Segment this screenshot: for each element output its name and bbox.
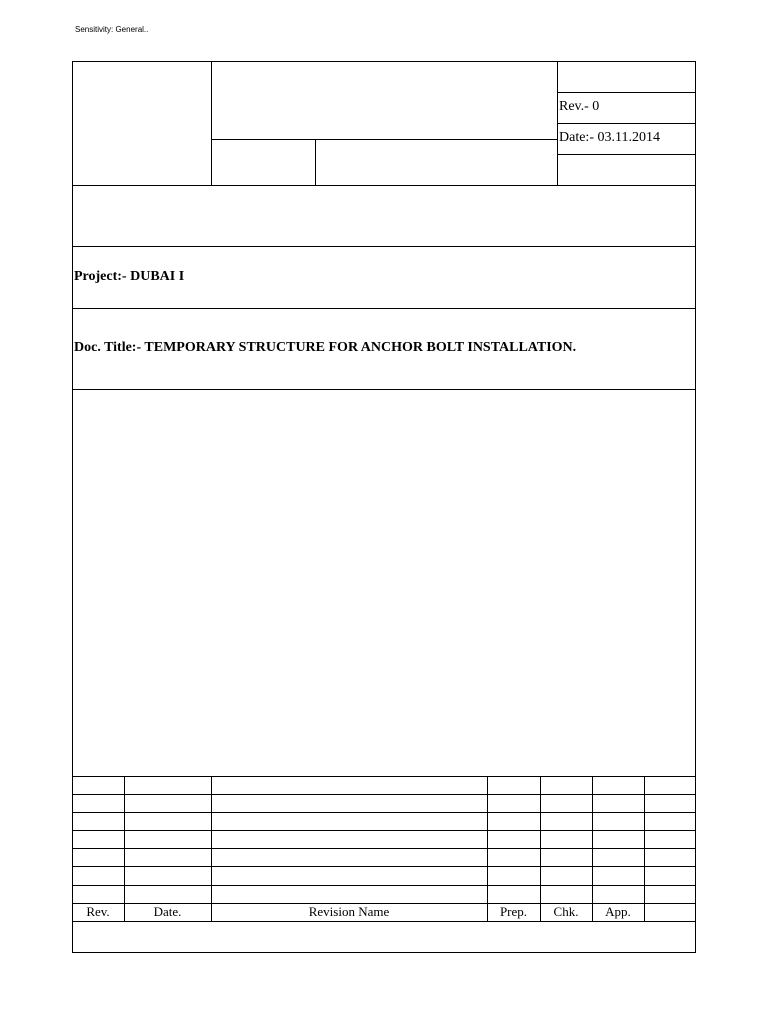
rev-row-line — [72, 866, 696, 867]
rev-row-line — [72, 794, 696, 795]
rev-row-line — [72, 812, 696, 813]
project-value: DUBAI I — [130, 269, 185, 284]
rev-col-line — [124, 776, 125, 922]
rev-col-line — [644, 776, 645, 922]
rev-row-line — [72, 830, 696, 831]
info-row-2 — [557, 123, 695, 124]
rev-col-line — [592, 776, 593, 922]
border-top — [72, 61, 696, 62]
border-bottom — [72, 952, 696, 953]
app-col-header: App. — [605, 904, 631, 919]
revision-name-col-header: Revision Name — [308, 904, 390, 919]
header-title-divider — [211, 139, 557, 140]
rev-row-line — [72, 885, 696, 886]
rev-col-header: Rev. — [86, 904, 110, 919]
header-bottom — [72, 185, 696, 186]
document-date: Date:- 03.11.2014 — [559, 130, 660, 145]
project-label: Project:- — [74, 269, 127, 284]
rev-col-line — [540, 776, 541, 922]
revision-number: Rev.- 0 — [559, 99, 600, 114]
section-line-2 — [72, 308, 696, 309]
border-left — [72, 61, 73, 953]
header-divider-logo — [211, 61, 212, 185]
rev-col-line — [211, 776, 212, 922]
doc-title-label: Doc. Title:- — [74, 340, 142, 355]
section-line-3 — [72, 389, 696, 390]
sensitivity-label: Sensitivity: General.. — [75, 25, 149, 34]
border-right — [695, 61, 696, 953]
prep-col-header: Prep. — [499, 904, 528, 919]
rev-row-line — [72, 848, 696, 849]
chk-col-header: Chk. — [553, 904, 579, 919]
header-subcell-divider — [315, 139, 316, 185]
rev-row-line — [72, 921, 696, 922]
info-row-1 — [557, 92, 695, 93]
doc-title-line — [74, 340, 576, 356]
date-col-header: Date. — [153, 904, 182, 919]
section-line-1 — [72, 246, 696, 247]
project-line — [74, 269, 184, 285]
doc-title-value: TEMPORARY STRUCTURE FOR ANCHOR BOLT INSTALLATION. — [144, 340, 577, 355]
info-row-3 — [557, 154, 695, 155]
rev-row-line — [72, 776, 696, 777]
rev-col-line — [487, 776, 488, 922]
